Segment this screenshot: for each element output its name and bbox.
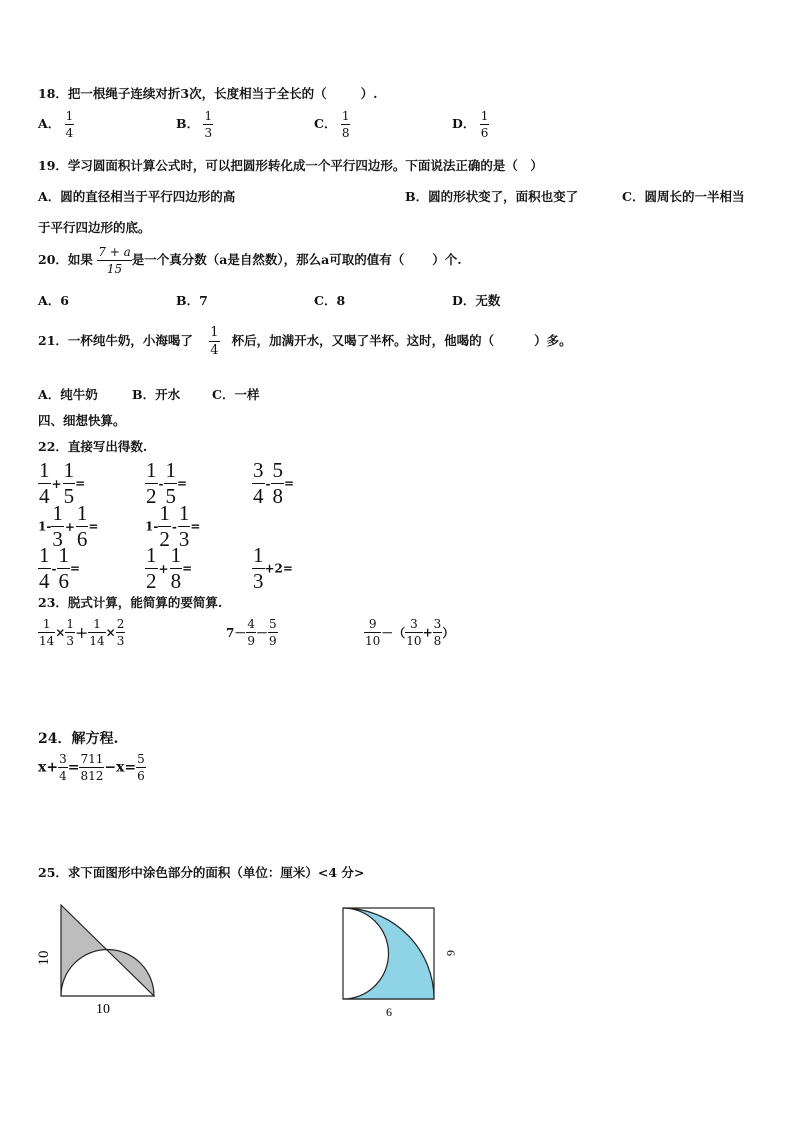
q19-option-a[interactable]: A．圆的直径相当于平行四边形的高 bbox=[38, 189, 236, 204]
fraction: $\frac{1}{8}$ bbox=[341, 109, 350, 140]
q20-option-c[interactable]: C．8 bbox=[314, 293, 346, 308]
q22-item: $\frac{3}{4}$ - $\frac{5}{8}$ = bbox=[253, 458, 295, 508]
fraction: $\frac{3}{8}$ bbox=[433, 617, 442, 648]
option-label: D． bbox=[452, 116, 476, 131]
fraction: $\frac{1}{2}$ bbox=[146, 458, 157, 508]
q20-stem bbox=[38, 246, 462, 275]
figure-triangle-semicircle bbox=[28, 900, 163, 1020]
fraction: $\frac{1}{6}$ bbox=[480, 109, 489, 140]
fraction: $\frac{1}{6}$ bbox=[58, 543, 69, 593]
fraction: $\frac{5}{8}$ bbox=[272, 458, 283, 508]
q21-option-c[interactable]: C．一样 bbox=[212, 387, 260, 402]
q18-option-b[interactable] bbox=[176, 110, 213, 139]
q19-number: 19． bbox=[38, 158, 68, 173]
q22-item: $\frac{1}{2}$ + $\frac{1}{8}$ = bbox=[146, 543, 193, 593]
q19-option-c[interactable]: C．圆周长的一半相当 bbox=[622, 189, 745, 204]
fraction: $\frac{4}{9}$ bbox=[247, 617, 255, 648]
fraction: $\frac{3}{4}$ bbox=[59, 752, 67, 783]
q24-equation: x+ $\frac{3}{4}$ = $\frac{711}{812}$ −x= $\frac{5}{6}$ bbox=[38, 752, 145, 783]
fraction: $\frac{1}{2}$ bbox=[146, 543, 157, 593]
q23-text: 脱式计算，能简算的要简算. bbox=[67, 595, 223, 610]
q18-number: 18． bbox=[38, 86, 68, 101]
fraction: $\frac{1}{4}$ bbox=[39, 458, 50, 508]
q18-option-c[interactable] bbox=[314, 110, 350, 139]
fraction: $\frac{1}{3}$ bbox=[178, 501, 190, 551]
q22-item: $\frac{1}{4}$ + $\frac{1}{5}$ = bbox=[39, 458, 86, 508]
option-label: C． bbox=[314, 116, 337, 131]
q24-title bbox=[38, 728, 118, 748]
q19-stem bbox=[38, 156, 543, 174]
fraction: $\frac{1}{3}$ bbox=[66, 617, 74, 648]
q25-text: 求下面图形中涂色部分的面积（单位：厘米）<4 分> bbox=[67, 865, 365, 880]
q21-number: 21． bbox=[38, 333, 68, 348]
q21-text-2: 杯后，加满开水，又喝了半杯。这时，他喝的（ bbox=[231, 333, 495, 348]
q18-text: 把一根绳子连续对折3次，长度相当于全长的（ bbox=[67, 86, 327, 101]
fraction: $\frac{1}{3}$ bbox=[253, 543, 264, 593]
q25-title bbox=[38, 863, 364, 881]
q22-text: 直接写出得数. bbox=[67, 439, 148, 454]
fig1-bottom-label: 10 bbox=[96, 1002, 110, 1017]
q23-expression-3: $\frac{9}{10}$ －（ $\frac{3}{10}$ + $\frac{3}{8}$ ） bbox=[365, 617, 455, 648]
fig2-bottom-label: 6 bbox=[386, 1005, 392, 1019]
fraction: $\frac{1}{5}$ bbox=[63, 458, 75, 508]
fraction: $\frac{1}{5}$ bbox=[165, 458, 176, 508]
fraction: $\frac{2}{3}$ bbox=[116, 617, 125, 648]
q21-stem bbox=[38, 326, 572, 357]
q20-number: 20． bbox=[38, 252, 68, 267]
q21-text: 一杯纯牛奶，小海喝了 bbox=[67, 333, 193, 348]
fraction: $\frac{1}{14}$ bbox=[39, 617, 55, 648]
q19-option-c-cont: 于平行四边形的底。 bbox=[38, 220, 151, 235]
q20-prefix: 如果 bbox=[67, 252, 93, 267]
q19-text: 学习圆面积计算公式时，可以把圆形转化成一个平行四边形。下面说法正确的是（ ） bbox=[67, 158, 543, 173]
q21-option-b[interactable]: B．开水 bbox=[132, 387, 181, 402]
q20-option-d[interactable]: D．无数 bbox=[452, 293, 501, 308]
fraction: $\frac{9}{10}$ bbox=[365, 617, 381, 648]
fraction: $\frac{711}{812}$ bbox=[80, 752, 104, 783]
q21-option-a[interactable]: A．纯牛奶 bbox=[38, 387, 98, 402]
q20-fraction: $\frac{7 + a}{15}$ bbox=[98, 245, 131, 276]
q22-item: 1- $\frac{1}{2}$ - $\frac{1}{3}$ = bbox=[145, 501, 201, 551]
q23-number: 23． bbox=[38, 595, 68, 610]
q20-option-a[interactable]: A．6 bbox=[38, 293, 69, 308]
fraction: $\frac{1}{2}$ bbox=[159, 501, 170, 551]
q22-title bbox=[38, 437, 147, 455]
q23-expression-2: 7－ $\frac{4}{9}$ － $\frac{5}{9}$ bbox=[226, 617, 277, 648]
q25-number: 25． bbox=[38, 865, 68, 880]
q18-stem bbox=[38, 84, 377, 102]
q24-text: 解方程. bbox=[71, 731, 119, 747]
fig2-right-label: 6 bbox=[444, 950, 458, 956]
figure-square-crescent bbox=[335, 900, 465, 1022]
q19-option-b[interactable]: B．圆的形状变了，面积也变了 bbox=[405, 189, 579, 204]
q20-option-b[interactable]: B．7 bbox=[176, 293, 208, 308]
q22-item: $\frac{1}{4}$ - $\frac{1}{6}$ = bbox=[39, 543, 81, 593]
fraction: $\frac{5}{9}$ bbox=[269, 617, 277, 648]
fraction: $\frac{1}{3}$ bbox=[52, 501, 63, 551]
fraction: $\frac{3}{4}$ bbox=[253, 458, 264, 508]
fraction: $\frac{1}{4}$ bbox=[39, 543, 50, 593]
q20-text-end: ）个. bbox=[432, 252, 462, 267]
q21-fraction: $\frac{1}{4}$ bbox=[210, 325, 219, 358]
fraction: $\frac{3}{10}$ bbox=[406, 617, 422, 648]
q18-option-a[interactable] bbox=[38, 110, 74, 139]
q23-expression-1: $\frac{1}{14}$ × $\frac{1}{3}$ + $\frac{1}{14}$ × $\frac{2}{3}$ bbox=[39, 617, 125, 648]
q20-text: 是一个真分数（a是自然数），那么a可取的值有（ bbox=[131, 252, 405, 267]
fraction: $\frac{1}{8}$ bbox=[170, 543, 182, 593]
q18-option-d[interactable] bbox=[452, 110, 489, 139]
fraction: $\frac{1}{3}$ bbox=[204, 109, 213, 140]
fraction: $\frac{1}{14}$ bbox=[89, 617, 105, 648]
q24-number: 24． bbox=[38, 731, 72, 747]
fraction: $\frac{5}{6}$ bbox=[137, 752, 145, 783]
fig1-left-label: 10 bbox=[36, 950, 52, 966]
section-heading: 四、细想快算。 bbox=[38, 413, 126, 428]
q22-number: 22． bbox=[38, 439, 68, 454]
option-label: A． bbox=[38, 116, 61, 131]
q23-title bbox=[38, 593, 222, 611]
fraction: $\frac{1}{6}$ bbox=[76, 501, 88, 551]
q22-item: 1- $\frac{1}{3}$ + $\frac{1}{6}$ = bbox=[38, 501, 99, 551]
q21-text-end: ）多。 bbox=[534, 333, 572, 348]
q22-item: $\frac{1}{2}$ - $\frac{1}{5}$ = bbox=[146, 458, 188, 508]
q22-item: $\frac{1}{3}$ +2= bbox=[253, 543, 293, 593]
q18-text-end: ）. bbox=[360, 86, 378, 101]
option-label: B． bbox=[176, 116, 200, 131]
fraction: $\frac{1}{4}$ bbox=[65, 109, 74, 140]
